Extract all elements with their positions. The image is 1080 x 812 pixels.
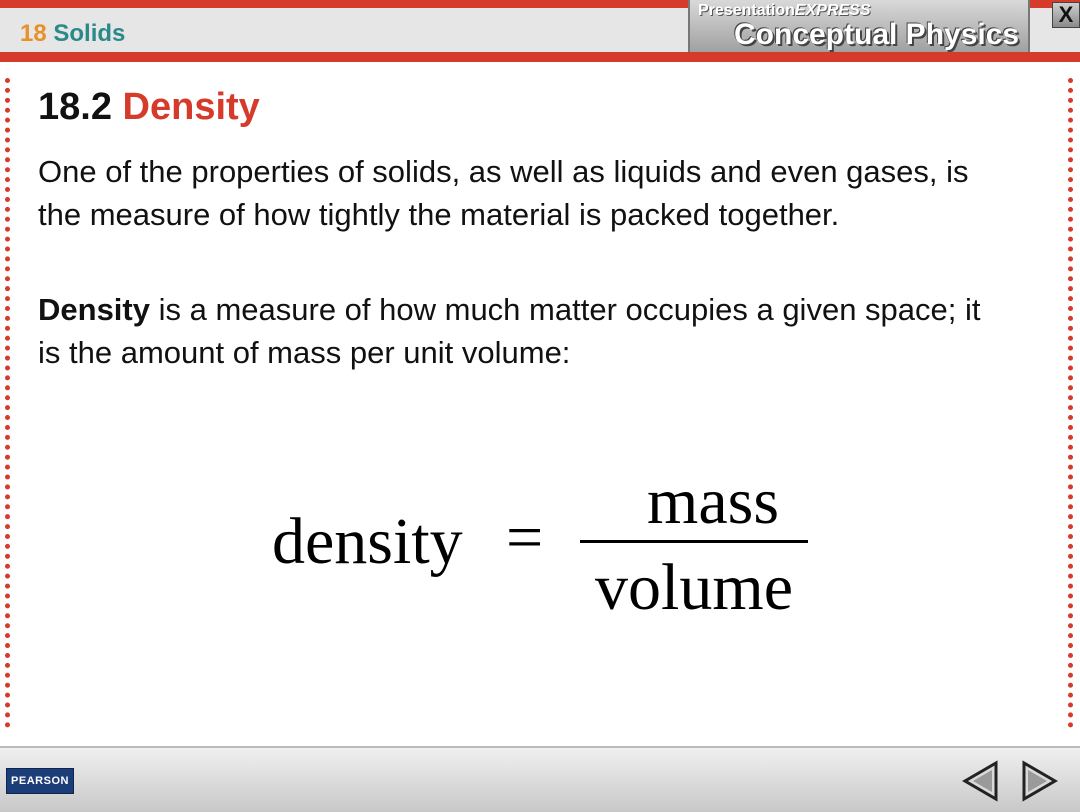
density-term: Density <box>38 292 150 327</box>
formula-denominator: volume <box>595 551 793 624</box>
chapter-number: 18 <box>20 20 47 47</box>
formula-density: density <box>272 505 463 578</box>
brand-banner <box>688 0 1030 54</box>
close-button[interactable]: X <box>1052 2 1080 28</box>
footer-bar <box>0 746 1080 812</box>
arrow-left-icon <box>960 760 1002 802</box>
brand-conceptual-physics: Conceptual Physics <box>734 18 1020 51</box>
chapter-name: Solids <box>53 20 126 47</box>
header-bar <box>0 0 1080 62</box>
previous-slide-button[interactable] <box>960 760 1002 802</box>
formula-equals: = <box>506 501 544 574</box>
chapter-label <box>20 20 125 48</box>
fraction-bar <box>580 540 808 543</box>
density-formula <box>272 465 832 624</box>
header-bottom-stripe <box>0 52 1080 62</box>
density-definition-text: is a measure of how much matter occupies a given space; it is the amount of mass per unit volume: <box>38 292 981 370</box>
section-number: 18.2 <box>38 86 112 128</box>
left-dotted-border <box>5 78 10 728</box>
pearson-logo: PEARSON <box>6 768 74 794</box>
slide-title <box>38 86 260 129</box>
right-dotted-border <box>1068 78 1073 728</box>
paragraph-density-definition <box>38 288 998 374</box>
arrow-right-icon <box>1018 760 1060 802</box>
brand-presentation-express: PresentationEXPRESS <box>698 2 871 19</box>
formula-numerator: mass <box>647 465 779 538</box>
next-slide-button[interactable] <box>1018 760 1060 802</box>
paragraph-properties: One of the properties of solids, as well as liquids and even gases, is the measure of how tightly the material is packed together. <box>38 154 969 232</box>
section-title: Density <box>122 86 260 128</box>
